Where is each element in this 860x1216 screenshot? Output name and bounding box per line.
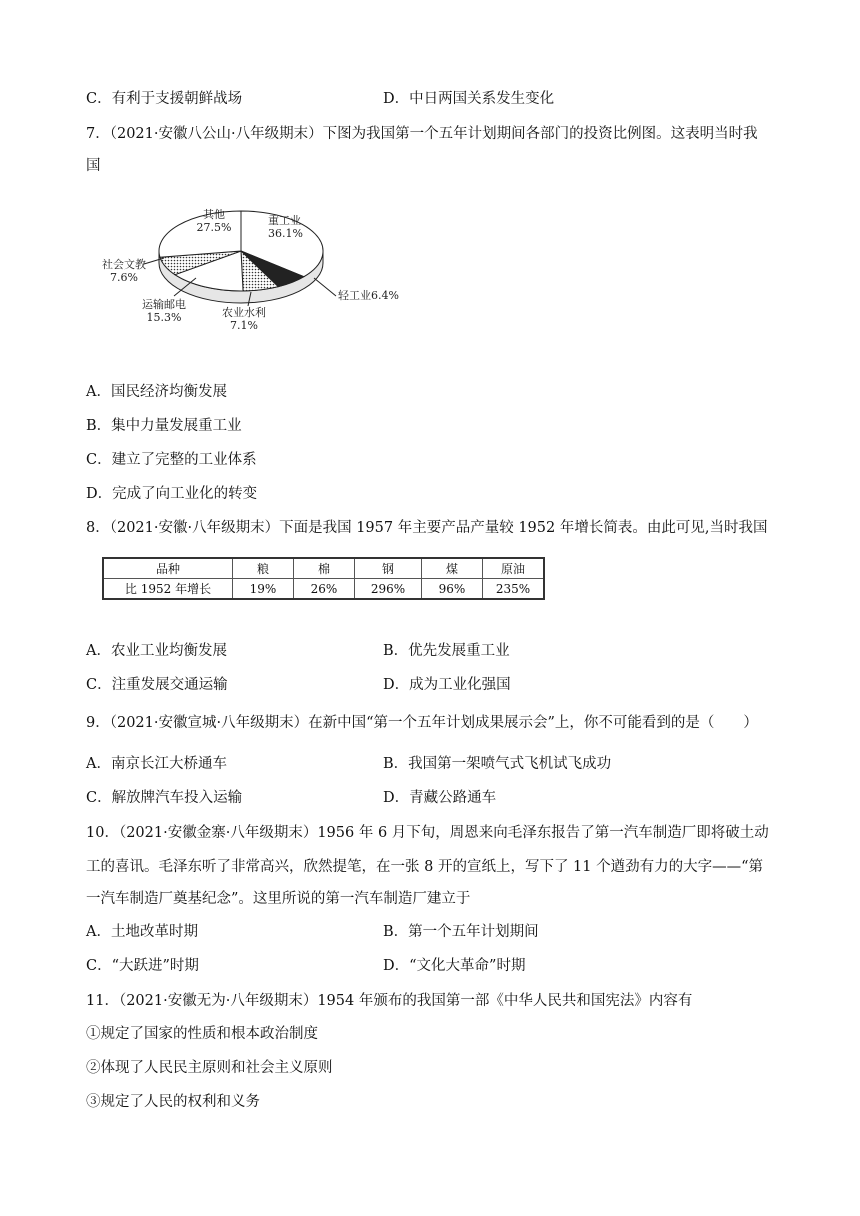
q10-stem-line-1: 10．（2021·安徽金寨·八年级期末）1956 年 6 月下旬，周恩来向毛泽东报告了第一汽车制造厂即将破土动 xyxy=(86,825,769,841)
pie-slice-label: 轻工业6.4% xyxy=(338,289,399,302)
table-header-cell: 品种 xyxy=(103,558,233,579)
q6-option-d[interactable]: D．中日两国关系发生变化 xyxy=(383,91,555,107)
q7-stem-line-1: 7．（2021·安徽八公山·八年级期末）下图为我国第一个五年计划期间各部门的投资比例图。这表明当时我 xyxy=(86,126,758,142)
q11-item-2: ②体现了人民民主原则和社会主义原则 xyxy=(86,1060,333,1076)
table-cell: 235% xyxy=(483,579,545,600)
q8-option-a[interactable]: A．农业工业均衡发展 xyxy=(86,643,227,659)
pie-slice-label: 其他 27.5% xyxy=(196,208,232,234)
pie-slice-label: 社会文教 7.6% xyxy=(102,258,146,284)
table-header-cell: 棉 xyxy=(294,558,355,579)
q9-option-b[interactable]: B．我国第一架喷气式飞机试飞成功 xyxy=(383,756,612,772)
q8-stem: 8．（2021·安徽·八年级期末）下面是我国 1957 年主要产品产量较 1952 年增长简表。由此可见,当时我国 xyxy=(86,520,768,536)
q10-stem-line-3: 一汽车制造厂奠基纪念”。这里所说的第一汽车制造厂建立于 xyxy=(86,891,471,907)
q7-option-c[interactable]: C．建立了完整的工业体系 xyxy=(86,452,257,468)
table-header-cell: 煤 xyxy=(422,558,483,579)
table-header-cell: 钢 xyxy=(355,558,422,579)
table-row xyxy=(103,579,544,600)
q6-option-c[interactable]: C．有利于支援朝鲜战场 xyxy=(86,91,243,107)
q7-option-b[interactable]: B．集中力量发展重工业 xyxy=(86,418,242,434)
pie-slice xyxy=(159,211,241,257)
q9-option-c[interactable]: C．解放牌汽车投入运输 xyxy=(86,790,243,806)
q7-option-a[interactable]: A．国民经济均衡发展 xyxy=(86,384,227,400)
q11-item-1: ①规定了国家的性质和根本政治制度 xyxy=(86,1026,318,1042)
q7-option-d[interactable]: D．完成了向工业化的转变 xyxy=(86,486,258,502)
q8-option-c[interactable]: C．注重发展交通运输 xyxy=(86,677,228,693)
q10-option-a[interactable]: A．土地改革时期 xyxy=(86,924,198,940)
investment-pie-chart xyxy=(86,196,399,346)
q10-option-d[interactable]: D．“文化大革命”时期 xyxy=(383,958,526,974)
table-header-row xyxy=(103,558,544,579)
q11-item-3: ③规定了人民的权利和义务 xyxy=(86,1094,260,1110)
pie-slice-label: 重工业 36.1% xyxy=(268,214,303,240)
q10-stem-line-2: 工的喜讯。毛泽东听了非常高兴，欣然提笔，在一张 8 开的宣纸上，写下了 11 个遒劲有力的大字——“第 xyxy=(86,859,764,875)
table-cell: 19% xyxy=(233,579,294,600)
q11-stem: 11．（2021·安徽无为·八年级期末）1954 年颁布的我国第一部《中华人民共和国宪法》内容有 xyxy=(86,993,693,1009)
q9-stem: 9．（2021·安徽宣城·八年级期末）在新中国“第一个五年计划成果展示会”上，你不可能看到的是（ ） xyxy=(86,715,758,731)
table-cell: 26% xyxy=(294,579,355,600)
pie-slice-label: 运输邮电 15.3% xyxy=(142,298,186,324)
pie-slice-label: 农业水利 7.1% xyxy=(222,306,266,332)
product-growth-table xyxy=(102,557,545,600)
q8-option-d[interactable]: D．成为工业化强国 xyxy=(383,677,511,693)
q10-option-b[interactable]: B．第一个五年计划期间 xyxy=(383,924,539,940)
table-header-cell: 粮 xyxy=(233,558,294,579)
pie-chart-svg xyxy=(86,196,399,346)
q8-option-b[interactable]: B．优先发展重工业 xyxy=(383,643,510,659)
q7-stem-line-2: 国 xyxy=(86,158,101,174)
q9-option-a[interactable]: A．南京长江大桥通车 xyxy=(86,756,227,772)
table-cell: 96% xyxy=(422,579,483,600)
q9-option-d[interactable]: D．青藏公路通车 xyxy=(383,790,497,806)
table-cell: 比 1952 年增长 xyxy=(103,579,233,600)
table-cell: 296% xyxy=(355,579,422,600)
pie-leader-line xyxy=(314,278,336,296)
table-header-cell: 原油 xyxy=(483,558,545,579)
q10-option-c[interactable]: C．“大跃进”时期 xyxy=(86,958,199,974)
